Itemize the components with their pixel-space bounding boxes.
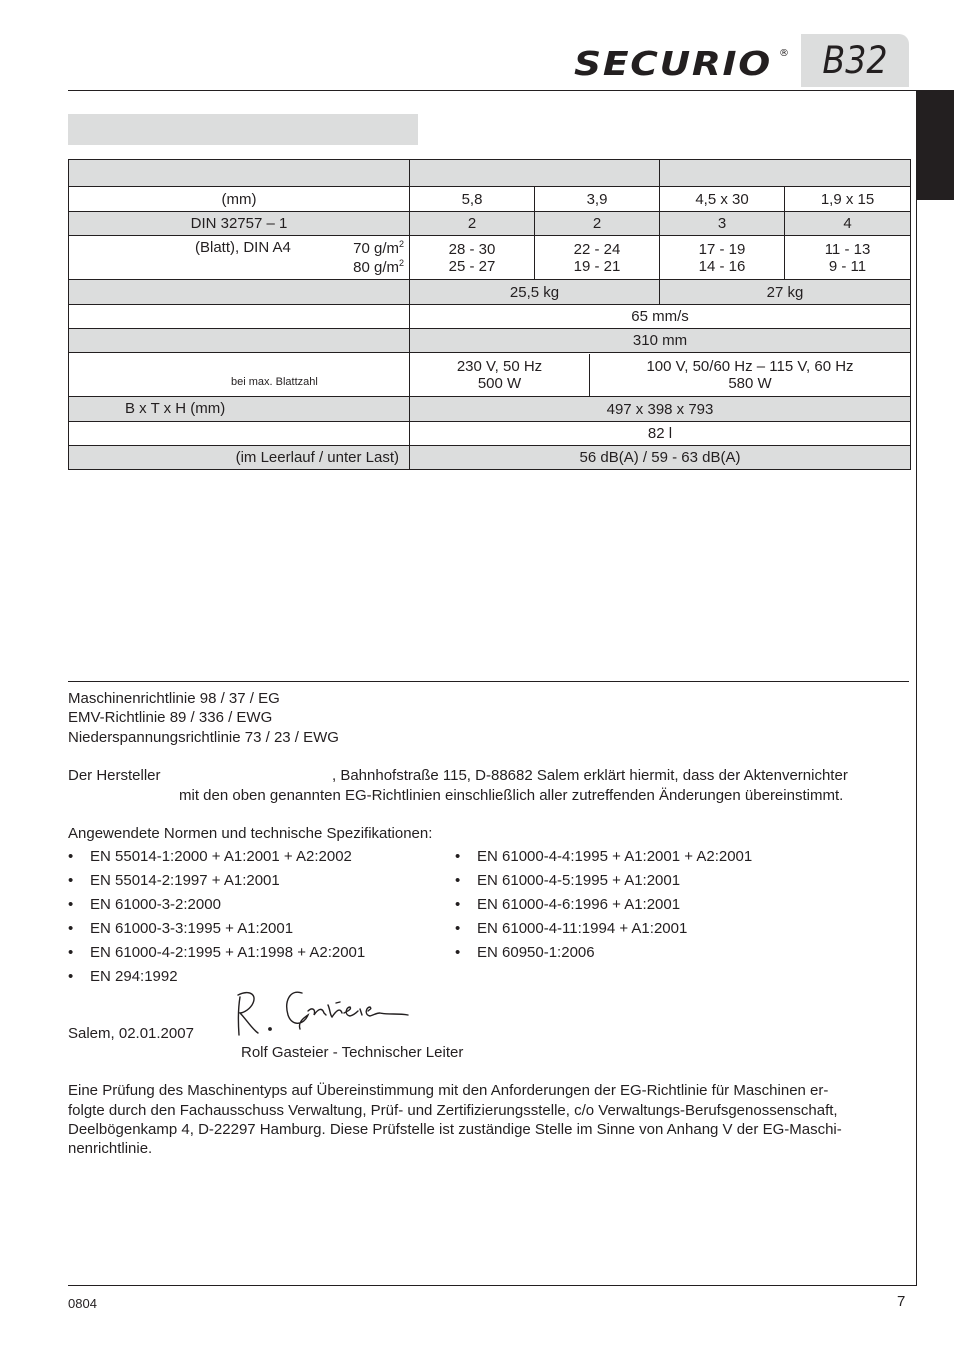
directive-line: Maschinenrichtlinie 98 / 37 / EG: [68, 690, 280, 707]
row-label: (mm): [69, 187, 410, 212]
list-item: • EN 60950-1:2006: [455, 944, 595, 961]
section-rule: [68, 681, 909, 682]
list-item: • EN 61000-3-3:1995 + A1:2001: [68, 920, 294, 937]
power-cell: [410, 353, 911, 397]
signatory: Rolf Gasteier - Technischer Leiter: [241, 1044, 464, 1061]
row-label: bei max. Blattzahl: [231, 376, 318, 388]
power-eu: 230 V, 50 Hz 500 W: [410, 354, 590, 396]
row-label: DIN 32757 – 1: [69, 212, 410, 236]
table-cell: 65 mm/s: [410, 305, 911, 329]
list-item: • EN 61000-3-2:2000: [68, 896, 221, 913]
table-cell: 310 mm: [410, 329, 911, 353]
table-header-row: [69, 160, 911, 187]
directive-line: Niederspannungsrichtlinie 73 / 23 / EWG: [68, 729, 339, 746]
table-cell: 82 l: [410, 422, 911, 446]
list-item: • EN 61000-4-4:1995 + A1:2001 + A2:2001: [455, 848, 753, 865]
test-paragraph-line: Deelbögenkamp 4, D-22297 Hamburg. Diese Prüfstelle ist zuständige Stelle im Sinne von Anhang V der EG-Maschi-: [68, 1121, 842, 1138]
table-cell: 11 - 13 9 - 11: [785, 236, 911, 280]
weight-80-label: 80 $g/m^2$: [353, 258, 404, 276]
standards-list-left: [68, 847, 365, 991]
registered-mark: ®: [779, 48, 789, 59]
list-item: • EN 61000-4-5:1995 + A1:2001: [455, 872, 681, 889]
list-item: • EN 61000-4-6:1996 + A1:2001: [455, 896, 681, 913]
table-cell: 1,9 x 15: [785, 187, 911, 212]
test-paragraph-line: folgte durch den Fachausschuss Verwaltung, Prüf- und Zertifizierungsstelle, c/o Verwaltungs-Berufsgenossenschaft,: [68, 1102, 838, 1119]
table-row: [69, 305, 911, 329]
table-cell: 56 dB(A) / 59 - 63 dB(A): [410, 446, 911, 470]
row-label: (im Leerlauf / unter Last): [69, 446, 410, 470]
manufacturer-prefix: Der Hersteller: [68, 767, 161, 784]
table-cell: 17 - 19 14 - 16: [660, 236, 785, 280]
row-label-cell: [69, 353, 410, 397]
table-row: [69, 446, 911, 470]
table-cell: 4: [785, 212, 911, 236]
table-row: [69, 397, 911, 422]
table-row: [69, 212, 911, 236]
row-label: [69, 422, 410, 446]
table-cell: 3,9: [535, 187, 660, 212]
page-number: 7: [897, 1293, 906, 1310]
standards-heading: Angewendete Normen und technische Spezifikationen:: [68, 825, 433, 842]
signature: [232, 985, 417, 1040]
table-cell: 22 - 24 19 - 21: [535, 236, 660, 280]
table-row: [69, 353, 911, 397]
securio-logo: [572, 40, 798, 84]
model-label: B32: [822, 39, 888, 82]
table-cell: 5,8: [410, 187, 535, 212]
place-date: Salem, 02.01.2007: [68, 1025, 194, 1042]
table-row: [69, 329, 911, 353]
standards-list-right: [455, 847, 752, 967]
header-cell: [410, 160, 660, 187]
list-item: • EN 55014-1:2000 + A1:2001 + A2:2002: [68, 848, 352, 865]
row-label: (Blatt), DIN A4: [195, 239, 291, 256]
test-paragraph-line: Eine Prüfung des Maschinentyps auf Übereinstimmung mit den Anforderungen der EG-Richtlinie für Maschinen er-: [68, 1082, 829, 1099]
table-cell: 497 x 398 x 793: [410, 397, 911, 422]
table-row: [69, 236, 911, 280]
row-label-cell: [69, 236, 410, 280]
table-cell: 3: [660, 212, 785, 236]
row-label: [69, 329, 410, 353]
list-item: • EN 61000-4-11:1994 + A1:2001: [455, 920, 688, 937]
header-cell: [660, 160, 911, 187]
row-label: [69, 280, 410, 305]
table-row: [69, 280, 911, 305]
footer-rule: [68, 1285, 917, 1286]
table-cell: 4,5 x 30: [660, 187, 785, 212]
table-cell: 28 - 30 25 - 27: [410, 236, 535, 280]
table-cell: 25,5 kg: [410, 280, 660, 305]
table-cell: 27 kg: [660, 280, 911, 305]
brand-text: SECURIO: [574, 44, 772, 83]
row-label: [69, 305, 410, 329]
row-label-cell: [69, 397, 410, 422]
header-cell: [69, 160, 410, 187]
table-row: [69, 187, 911, 212]
list-item: • EN 294:1992: [68, 968, 178, 985]
row-label: B x T x H (mm): [125, 400, 226, 417]
language-side-tab: [917, 90, 954, 200]
list-item: • EN 61000-4-2:1995 + A1:1998 + A2:2001: [68, 944, 366, 961]
footer-code: 0804: [68, 1296, 97, 1311]
table-cell: 2: [410, 212, 535, 236]
weight-70-label: 70 $g/m^2$: [353, 239, 404, 257]
list-item: • EN 55014-2:1997 + A1:2001: [68, 872, 280, 889]
section-title-bar: [68, 114, 418, 145]
test-paragraph-line: nenrichtlinie.: [68, 1140, 153, 1157]
table-row: [69, 422, 911, 446]
directive-line: EMV-Richtlinie 89 / 336 / EWG: [68, 709, 273, 726]
header-rule: [68, 90, 918, 91]
spec-table: [68, 159, 911, 470]
manufacturer-text: , Bahnhofstraße 115, D-88682 Salem erklärt hiermit, dass der Aktenvernichter: [332, 767, 848, 784]
table-cell: 2: [535, 212, 660, 236]
manufacturer-text-2: mit den oben genannten EG-Richtlinien einschließlich aller zutreffenden Änderungen übereinstimmt.: [179, 787, 844, 804]
power-us: 100 V, 50/60 Hz – 115 V, 60 Hz 580 W: [646, 357, 854, 392]
right-margin-rule: [916, 90, 917, 1286]
